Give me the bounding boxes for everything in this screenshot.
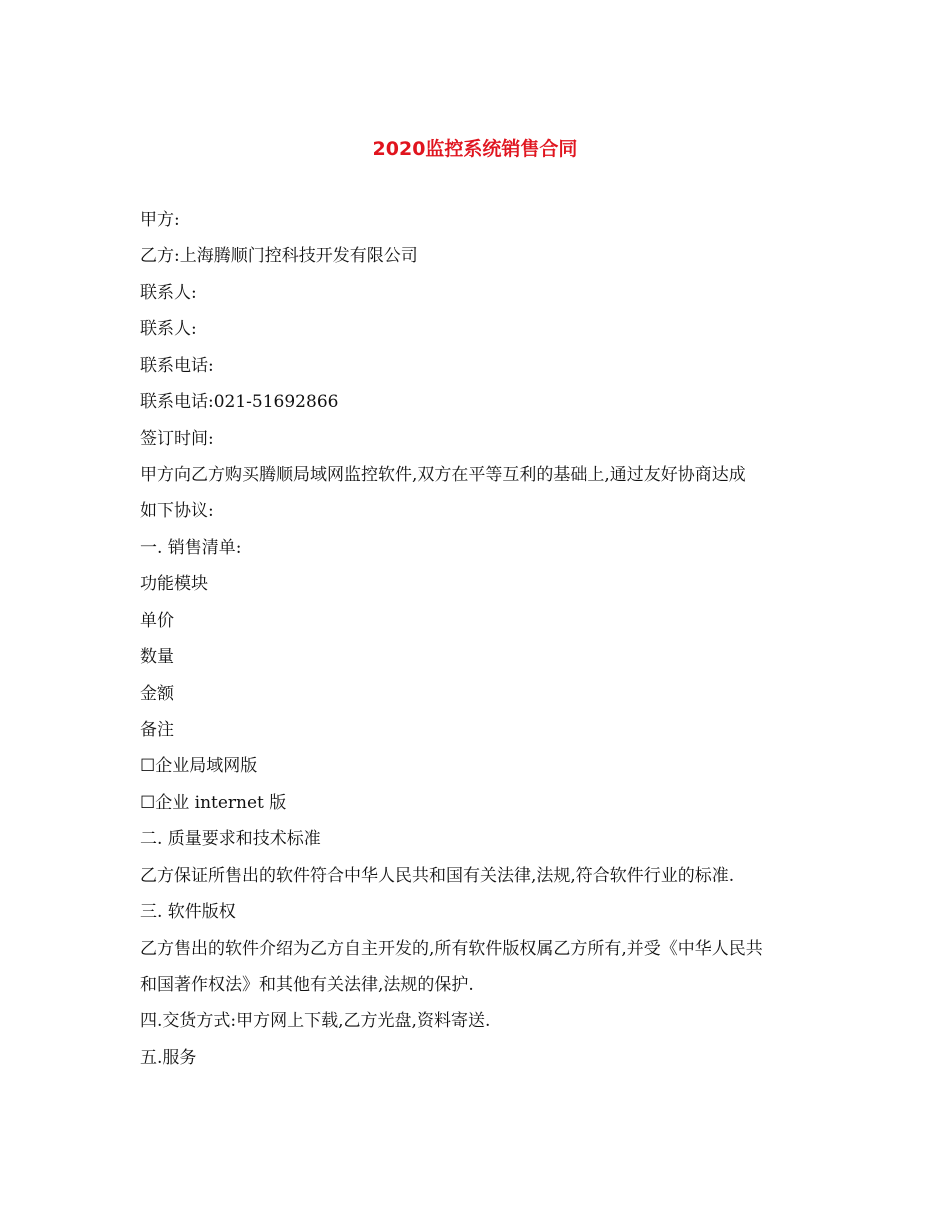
intro-paragraph-line-1: 甲方向乙方购买腾顺局域网监控软件,双方在平等互利的基础上,通过友好协商达成 [140,465,746,485]
table-header-remarks: 备注 [140,720,174,740]
table-header-amount: 金额 [140,684,174,704]
signing-date-line: 签订时间: [140,429,214,449]
section-3-heading: 三. 软件版权 [140,902,236,922]
table-header-quantity: 数量 [140,647,174,667]
contact-b-line: 联系人: [140,319,197,339]
table-header-module: 功能模块 [140,574,208,594]
section-3-paragraph-line-2: 和国著作权法》和其他有关法律,法规的保护. [140,975,474,995]
section-2-heading: 二. 质量要求和技术标准 [140,829,321,849]
phone-b-line: 联系电话:021-51692866 [140,392,339,412]
section-1-heading: 一. 销售清单: [140,538,242,558]
section-2-paragraph: 乙方保证所售出的软件符合中华人民共和国有关法律,法规,符合软件行业的标准. [140,866,735,886]
table-header-price: 单价 [140,611,174,631]
section-4-line: 四.交货方式:甲方网上下载,乙方光盘,资料寄送. [140,1011,491,1031]
intro-paragraph-line-2: 如下协议: [140,501,214,521]
document-title: 2020监控系统销售合同 [372,138,578,160]
contact-a-line: 联系人: [140,283,197,303]
party-b-line: 乙方:上海腾顺门控科技开发有限公司 [140,246,418,266]
phone-a-line: 联系电话: [140,356,214,376]
party-a-line: 甲方: [140,210,180,230]
checkbox-item-lan: ☐企业局域网版 [140,756,258,776]
section-5-heading: 五.服务 [140,1048,197,1068]
checkbox-item-internet: ☐企业 internet 版 [140,793,287,813]
section-3-paragraph-line-1: 乙方售出的软件介绍为乙方自主开发的,所有软件版权属乙方所有,并受《中华人民共 [140,939,763,959]
